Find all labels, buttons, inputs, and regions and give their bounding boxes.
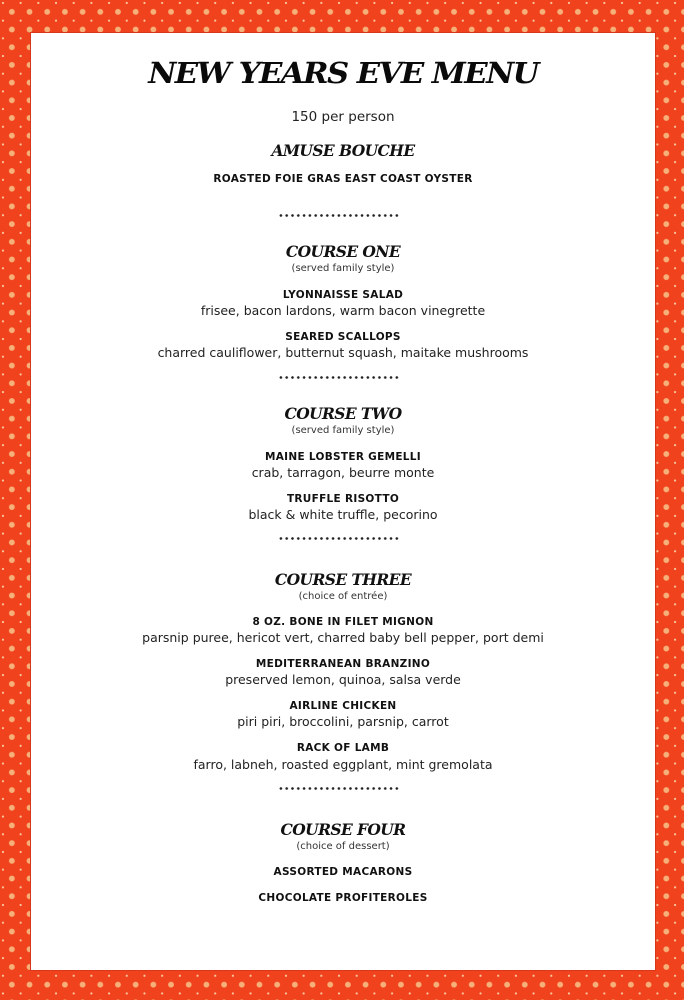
dish-name: CHOCOLATE PROFITEROLES: [258, 892, 428, 904]
dotted-divider: [278, 537, 400, 540]
dish-name: ASSORTED MACARONS: [273, 866, 413, 878]
course-one-subtitle: (served family style): [291, 263, 395, 274]
dish-name: SEARED SCALLOPS: [285, 331, 401, 343]
dish-description: frisee, bacon lardons, warm bacon vinegrette: [200, 303, 486, 318]
course-three-subtitle: (choice of entrée): [298, 591, 388, 602]
dish-name: AIRLINE CHICKEN: [289, 700, 397, 712]
menu-title: NEW YEARS EVE MENU: [148, 56, 538, 90]
dish-name: TRUFFLE RISOTTO: [286, 493, 400, 505]
dotted-divider: [278, 376, 400, 379]
course-four-title: COURSE FOUR: [280, 820, 406, 839]
course-three-title: COURSE THREE: [274, 570, 412, 589]
amuse-bouche-item: ROASTED FOIE GRAS EAST COAST OYSTER: [213, 173, 473, 185]
dish-name: LYONNAISSE SALAD: [282, 289, 404, 301]
dish-name: RACK OF LAMB: [296, 742, 390, 754]
dish-description: preserved lemon, quinoa, salsa verde: [225, 672, 461, 687]
dish-name: MAINE LOBSTER GEMELLI: [265, 451, 421, 463]
dish-name: 8 OZ. BONE IN FILET MIGNON: [252, 616, 434, 628]
course-four-subtitle: (choice of dessert): [296, 841, 390, 852]
dish-description: piri piri, broccolini, parsnip, carrot: [237, 714, 449, 729]
dish-description: charred cauliflower, butternut squash, maitake mushrooms: [157, 345, 529, 360]
course-two-title: COURSE TWO: [284, 404, 402, 423]
dish-description: farro, labneh, roasted eggplant, mint gremolata: [193, 757, 493, 772]
price-per-person: 150 per person: [291, 109, 395, 125]
dish-description: crab, tarragon, beurre monte: [251, 465, 435, 480]
dish-name: MEDITERRANEAN BRANZINO: [255, 658, 431, 670]
course-two-subtitle: (served family style): [291, 425, 395, 436]
dotted-divider: [278, 214, 400, 217]
amuse-bouche-title: AMUSE BOUCHE: [271, 141, 415, 160]
dish-description: black & white truffle, pecorino: [248, 507, 438, 522]
course-one-title: COURSE ONE: [285, 242, 401, 261]
dish-description: parsnip puree, hericot vert, charred baby bell pepper, port demi: [142, 630, 544, 645]
dotted-divider: [278, 787, 400, 790]
